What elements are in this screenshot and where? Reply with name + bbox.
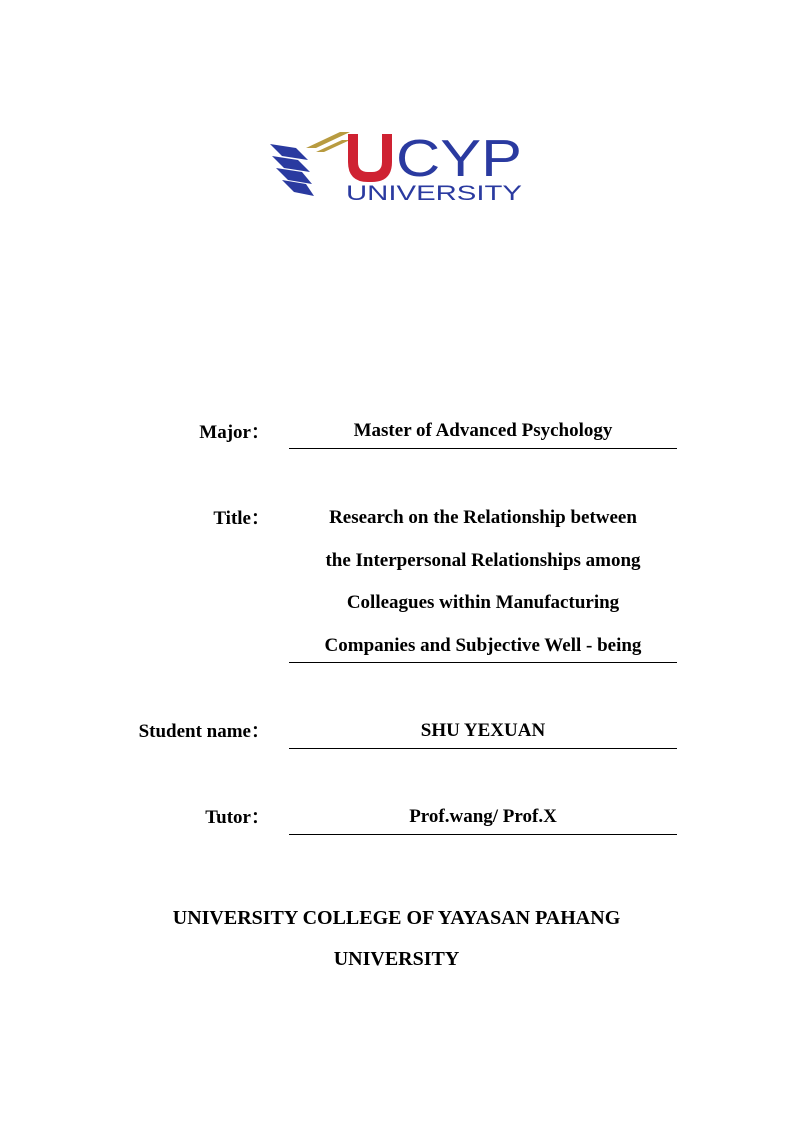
thesis-title-line-4: Companies and Subjective Well - being — [324, 634, 642, 656]
ucyp-logo-mark — [268, 128, 528, 204]
thesis-title — [289, 506, 677, 663]
tutor-value: Prof.wang/ Prof.X — [289, 805, 677, 835]
institution-name-line-1: UNIVERSITY COLLEGE OF YAYASAN PAHANG — [172, 907, 621, 929]
institution-name-line-2: UNIVERSITY — [333, 948, 460, 970]
thesis-title-line-1: Research on the Relationship between — [329, 507, 637, 528]
major-label: Major： — [199, 422, 270, 443]
thesis-title-line-2: the Interpersonal Relationships among — [325, 549, 641, 571]
university-logo — [268, 128, 528, 204]
thesis-title-line-3: Colleagues within Manufacturing — [346, 592, 620, 613]
title-label: Title： — [213, 508, 270, 529]
student-name-value: SHU YEXUAN — [289, 719, 677, 749]
student-name-label: Student name： — [138, 721, 270, 742]
major-value: Master of Advanced Psychology — [289, 419, 677, 449]
logo-wordmark-cyp: CYP — [396, 130, 522, 188]
tutor-label: Tutor： — [205, 807, 270, 828]
logo-subtitle: UNIVERSITY — [346, 182, 522, 204]
